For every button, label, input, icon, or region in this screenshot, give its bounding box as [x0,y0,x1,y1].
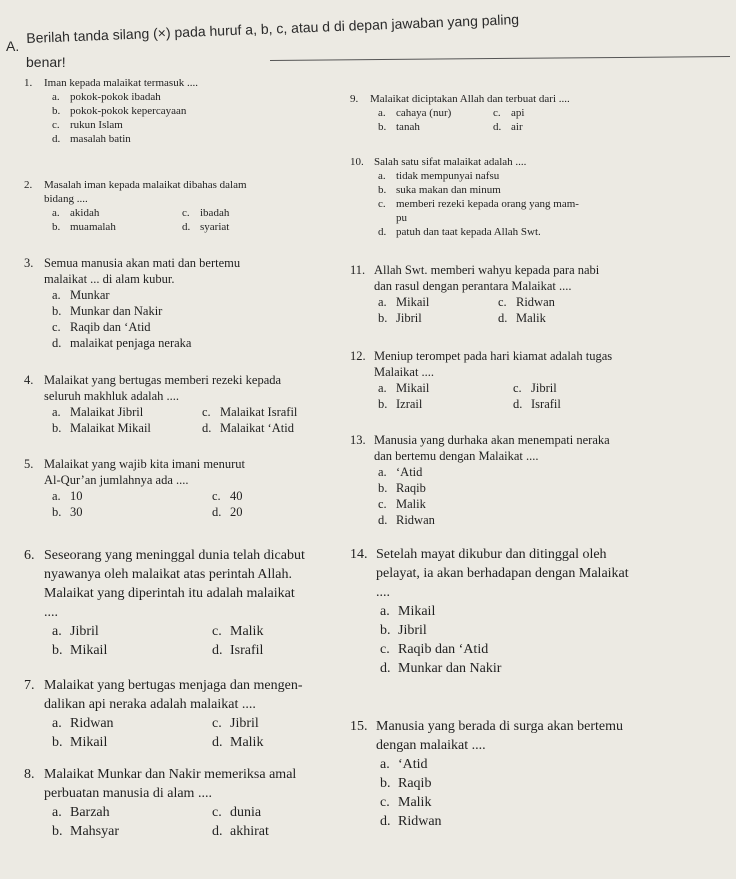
option-letter: a. [52,405,61,419]
question-text-line: Seseorang yang meninggal dunia telah dicabut [44,548,305,563]
question-8 [24,765,296,841]
question-text-line: .... [376,585,390,600]
question-text-line: Iman kepada malaikat termasuk .... [44,77,198,89]
option-text: akidah [70,207,100,219]
option-letter: d. [498,311,508,325]
option-letter: c. [182,207,190,219]
question-3 [24,255,240,351]
answer-option[interactable] [52,822,212,841]
answer-options [52,90,198,146]
option-text: Ridwan [516,295,555,309]
option-text: Malik [230,624,264,639]
answer-option[interactable] [378,396,513,412]
option-letter: c. [52,119,60,131]
option-text: 20 [230,505,243,519]
answer-option[interactable] [513,396,612,412]
option-letter: b. [52,105,61,117]
question-text-line: dan rasul dengan perantara Malaikat .... [374,279,572,293]
answer-option[interactable] [212,488,245,504]
option-letter: d. [380,661,391,676]
question-text-line: pelayat, ia akan berhadapan dengan Malaikat [376,566,629,581]
question-text [374,348,612,380]
answer-option[interactable] [380,602,629,621]
answer-options [52,488,245,520]
question-text [44,255,240,287]
option-letter: c. [498,295,507,309]
question-text-line: dengan malaikat .... [376,738,486,753]
option-text: patuh dan taat kepada Allah Swt. [396,226,541,238]
answer-option[interactable] [378,380,513,396]
answer-option[interactable] [52,803,212,822]
option-letter: c. [212,805,222,820]
option-letter: b. [378,184,387,196]
question-10 [350,155,579,239]
answer-option[interactable] [378,225,579,239]
option-text: rukun Islam [70,119,123,131]
option-letter: a. [378,107,386,119]
answer-option[interactable] [52,641,212,660]
answer-option[interactable] [52,404,202,420]
option-text: Malaikat Mikail [70,421,151,435]
answer-option[interactable] [52,420,202,436]
option-letter: d. [378,513,388,527]
answer-option[interactable] [52,319,240,335]
option-text: dunia [230,805,262,820]
option-letter: c. [493,107,501,119]
option-text: Izrail [396,397,423,411]
option-text: Munkar dan Nakir [398,661,502,676]
answer-option[interactable] [378,197,579,225]
answer-option[interactable] [212,822,296,841]
question-7 [24,676,303,752]
option-letter: b. [378,397,388,411]
question-number: 8. [24,767,35,782]
option-letter: d. [52,336,62,350]
option-text: Israfil [230,643,264,658]
question-2 [24,178,247,234]
question-text-line: bidang .... [44,193,88,205]
answer-option[interactable] [378,106,493,120]
option-text: Jibril [396,311,422,325]
option-letter: b. [52,824,63,839]
option-text: Mikail [70,643,108,658]
answer-option[interactable] [182,220,247,234]
answer-options [378,169,579,239]
question-text-line: Masalah iman kepada malaikat dibahas dalam [44,179,247,191]
question-number: 13. [350,433,366,447]
question-text-line: Setelah mayat dikubur dan ditinggal oleh [376,547,607,562]
option-letter: c. [513,381,522,395]
answer-option[interactable] [380,774,623,793]
option-letter: a. [52,91,60,103]
instruction-line-2: benar! [26,54,66,70]
question-text-line: Al-Qur’an jumlahnya ada .... [44,473,189,487]
question-number: 2. [24,179,33,191]
question-text-line: nyawanya oleh malaikat atas perintah Allah. [44,567,293,582]
option-letter: a. [52,624,62,639]
question-13 [350,432,610,528]
option-letter: b. [52,421,62,435]
option-letter: d. [378,226,387,238]
option-letter: a. [52,805,62,820]
answer-option[interactable] [212,714,303,733]
answer-option[interactable] [52,132,198,146]
option-text: Jibril [531,381,557,395]
instruction-line-1: Berilah tanda silang (×) pada huruf a, b, c, atau d di depan jawaban yang paling [26,11,520,46]
answer-option[interactable] [52,90,198,104]
option-letter: b. [52,304,62,318]
question-text-line: Malaikat yang wajib kita imani menurut [44,457,245,471]
answer-option[interactable] [380,659,629,678]
answer-option[interactable] [52,714,212,733]
question-text-line: Malaikat yang bertugas memberi rezeki kepada [44,373,282,387]
option-text: Mikail [396,295,430,309]
answer-options [378,380,612,412]
option-letter: a. [378,381,387,395]
answer-option[interactable] [498,310,599,326]
option-text: masalah batin [70,133,131,145]
option-text: Ridwan [70,716,114,731]
option-letter: a. [380,604,390,619]
answer-option[interactable] [52,303,240,319]
option-text: api [511,107,525,119]
option-text: Israfil [531,397,561,411]
question-text [376,717,623,755]
option-text: air [511,121,523,133]
answer-option[interactable] [493,106,570,120]
option-letter: b. [52,735,63,750]
option-letter: c. [378,198,386,210]
question-number: 7. [24,678,35,693]
question-text [44,456,245,488]
answer-option[interactable] [378,294,498,310]
section-letter: A. [6,38,20,54]
question-text-line: malaikat ... di alam kubur. [44,272,175,286]
question-number: 1. [24,77,33,89]
question-text-line: Malaikat yang bertugas menjaga dan mengen- [44,678,303,693]
answer-options [380,602,629,678]
option-text: Mikail [396,381,430,395]
option-letter: d. [212,735,223,750]
question-text-line: seluruh makhluk adalah .... [44,389,180,403]
answer-options [52,714,303,752]
question-text-line: Salah satu sifat malaikat adalah .... [374,156,527,168]
answer-option[interactable] [378,464,610,480]
option-text: Raqib [398,776,432,791]
answer-option[interactable] [212,641,305,660]
option-letter: a. [378,295,387,309]
question-text-line: Malaikat .... [374,365,435,379]
option-text: Ridwan [396,513,435,527]
question-text-line: Malaikat Munkar dan Nakir memeriksa amal [44,767,297,782]
answer-option[interactable] [52,287,240,303]
question-11 [350,262,599,326]
option-text: suka makan dan minum [396,184,501,196]
question-text-line: dalikan api neraka adalah malaikat .... [44,697,256,712]
option-text: 40 [230,489,243,503]
question-number: 14. [350,547,368,562]
option-letter: c. [52,320,61,334]
option-letter: d. [212,505,222,519]
question-15 [350,717,623,831]
question-text [44,372,281,404]
question-number: 15. [350,719,368,734]
answer-option[interactable] [52,504,212,520]
question-text [44,676,303,714]
answer-option[interactable] [212,622,305,641]
option-text: ‘Atid [396,465,423,479]
answer-option[interactable] [52,335,240,351]
question-number: 10. [350,156,364,168]
answer-option[interactable] [202,420,297,436]
answer-option[interactable] [378,120,493,134]
answer-options [378,294,599,326]
question-text [44,178,247,206]
option-text: Barzah [70,805,110,820]
option-text: tidak mempunyai nafsu [396,170,500,182]
option-text: Malaikat Jibril [70,405,144,419]
answer-option[interactable] [52,206,182,220]
answer-options [52,206,247,234]
answer-options [52,287,240,351]
answer-option[interactable] [52,622,212,641]
question-number: 12. [350,349,366,363]
option-letter: a. [380,757,390,772]
option-text: 10 [70,489,83,503]
option-text: cahaya (nur) [396,107,452,119]
question-text-line: Malaikat yang diperintah itu adalah malaikat [44,586,295,601]
option-letter: d. [493,121,502,133]
question-text [374,155,526,169]
answer-option[interactable] [380,793,623,812]
question-text-line: Allah Swt. memberi wahyu kepada para nabi [374,263,600,277]
option-letter: a. [52,288,61,302]
answer-options [52,404,297,436]
option-text: pokok-pokok ibadah [70,91,161,103]
option-text: Malaikat Israfil [220,405,298,419]
answer-options [378,106,570,134]
answer-option[interactable] [52,118,198,132]
option-text: Mikail [398,604,436,619]
option-text: Munkar [70,288,110,302]
option-text: Munkar dan Nakir [70,304,163,318]
question-text [376,545,629,602]
question-text-line: Manusia yang durhaka akan menempati neraka [374,433,610,447]
option-text: ‘Atid [398,757,428,772]
option-text: Jibril [230,716,259,731]
question-number: 11. [350,263,366,277]
option-letter: c. [212,716,222,731]
answer-option[interactable] [380,755,623,774]
answer-option[interactable] [498,294,599,310]
option-letter: a. [52,716,62,731]
option-letter: b. [378,481,388,495]
answer-option[interactable] [182,206,247,220]
answer-option[interactable] [52,488,212,504]
option-letter: c. [380,642,390,657]
question-number: 9. [350,93,359,105]
answer-options [52,622,305,660]
question-9 [350,92,570,134]
option-letter: b. [52,643,63,658]
option-text: pokok-pokok kepercayaan [70,105,187,117]
option-text: syariat [200,221,230,233]
question-number: 6. [24,548,35,563]
question-text [44,546,305,622]
question-6 [24,546,305,660]
question-number: 5. [24,457,34,471]
question-text-line: .... [44,605,58,620]
option-letter: b. [380,623,391,638]
option-text: muamalah [70,221,116,233]
question-5 [24,456,245,520]
answer-option[interactable] [212,733,303,752]
option-text: Malaikat ‘Atid [220,421,294,435]
question-text [370,92,570,106]
option-letter: c. [378,497,387,511]
question-14 [350,545,629,678]
answer-option[interactable] [380,621,629,640]
option-letter: a. [378,465,387,479]
answer-option[interactable] [380,812,623,831]
question-text [44,76,198,90]
option-letter: b. [378,311,388,325]
question-12 [350,348,612,412]
option-letter: d. [212,643,223,658]
option-letter: d. [202,421,212,435]
answer-option[interactable] [378,512,610,528]
option-text: Mahsyar [70,824,119,839]
answer-option[interactable] [378,310,498,326]
answer-option[interactable] [493,120,570,134]
option-letter: a. [52,207,60,219]
option-letter: b. [52,221,61,233]
answer-option[interactable] [378,496,610,512]
answer-option[interactable] [378,169,579,183]
option-letter: d. [182,221,191,233]
question-number: 3. [24,256,34,270]
option-text: malaikat penjaga neraka [70,336,192,350]
question-text-line: Malaikat diciptakan Allah dan terbuat dari .... [370,93,570,105]
answer-option[interactable] [212,803,296,822]
question-text-line: Meniup terompet pada hari kiamat adalah tugas [374,349,613,363]
option-text: Malik [516,311,546,325]
question-text [374,262,599,294]
question-text-line: Manusia yang berada di surga akan bertemu [376,719,623,734]
option-letter: b. [380,776,391,791]
option-text: Jibril [70,624,99,639]
question-4 [24,372,297,436]
option-text: memberi rezeki kepada orang yang mam- [396,198,579,210]
answer-option[interactable] [378,183,579,197]
answer-options [380,755,623,831]
answer-option[interactable] [212,504,245,520]
option-text: Malik [230,735,264,750]
answer-option[interactable] [513,380,612,396]
option-text-continued: pu [396,212,407,224]
option-text: Malik [398,795,432,810]
option-letter: d. [52,133,61,145]
question-text-line: dan bertemu dengan Malaikat .... [374,449,539,463]
answer-option[interactable] [380,640,629,659]
option-letter: c. [212,624,222,639]
answer-option[interactable] [52,733,212,752]
question-text [374,432,610,464]
option-text: Raqib dan ‘Atid [70,320,151,334]
answer-options [378,464,610,528]
question-text [44,765,296,803]
answer-option[interactable] [202,404,297,420]
option-text: Raqib [396,481,426,495]
answer-option[interactable] [52,104,198,118]
option-letter: a. [378,170,386,182]
option-letter: c. [202,405,211,419]
option-letter: c. [212,489,221,503]
option-text: Ridwan [398,814,442,829]
answer-option[interactable] [52,220,182,234]
option-text: akhirat [230,824,269,839]
option-letter: a. [52,489,61,503]
option-text: Mikail [70,735,108,750]
option-letter: d. [380,814,391,829]
answer-option[interactable] [378,480,610,496]
question-text-line: perbuatan manusia di alam .... [44,786,212,801]
header-divider [270,56,730,61]
option-text: Raqib dan ‘Atid [398,642,489,657]
answer-options [52,803,296,841]
question-text-line: Semua manusia akan mati dan bertemu [44,256,241,270]
option-text: tanah [396,121,420,133]
option-text: Jibril [398,623,427,638]
option-letter: b. [378,121,387,133]
question-1 [24,76,198,146]
option-text: ibadah [200,207,230,219]
option-text: Malik [396,497,426,511]
option-letter: b. [52,505,62,519]
option-letter: c. [380,795,390,810]
question-number: 4. [24,373,34,387]
option-text: 30 [70,505,83,519]
option-letter: d. [212,824,223,839]
option-letter: d. [513,397,523,411]
